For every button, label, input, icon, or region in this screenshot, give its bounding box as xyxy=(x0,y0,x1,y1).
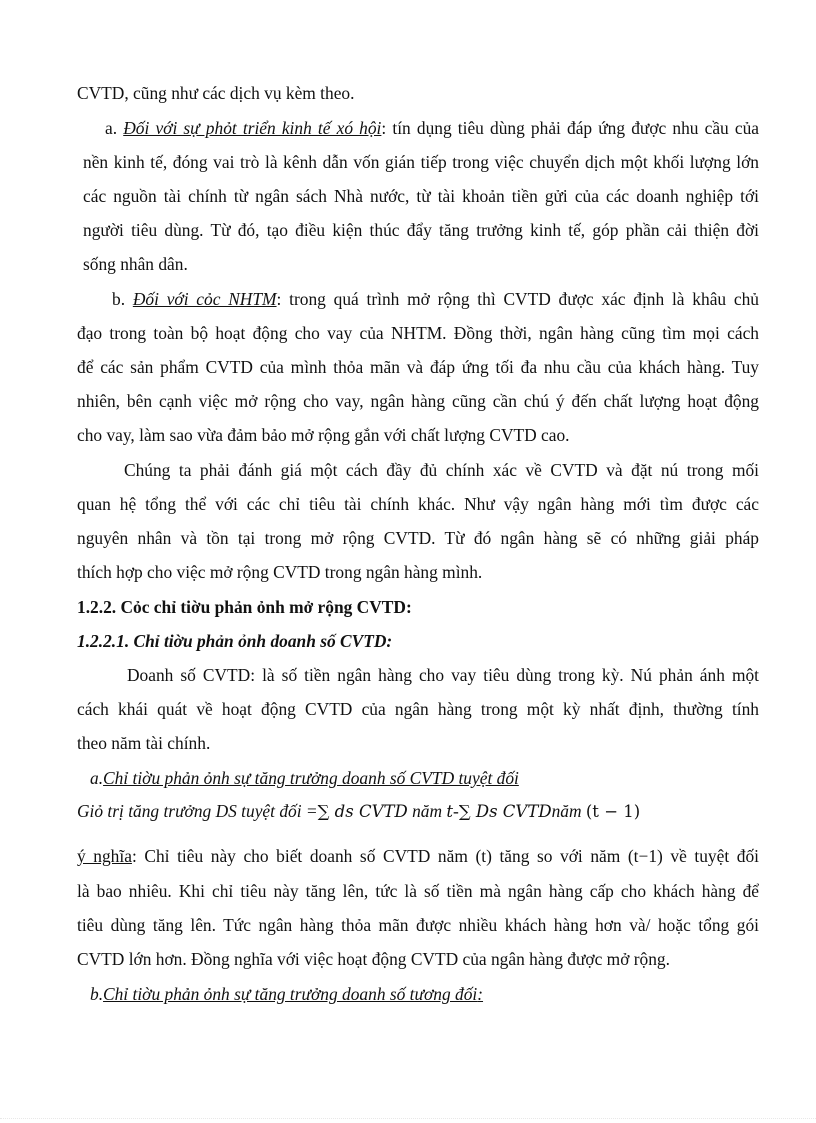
section-heading: 1.2.2. Cỏc chỉ tiờu phản ỏnh mở rộng CVTD: xyxy=(77,597,412,617)
paragraph-line: người tiêu dùng. Từ đó, tạo điều kiện thúc đẩy tăng trưởng kinh tế, góp phần cải thiện đời xyxy=(83,220,759,240)
paragraph-line: cho vay, làm sao vừa đảm bảo mở rộng gắn với chất lượng CVTD cao. xyxy=(77,425,570,445)
paragraph-text: Chỉ tiêu này cho biết doanh số CVTD năm (t) tăng so với năm (t−1) về tuyệt đối xyxy=(144,846,759,866)
paragraph-text: trong quá trình mở rộng thì CVTD được xác định là khâu chủ xyxy=(289,289,759,309)
paragraph-line: nền kinh tế, đóng vai trò là kênh dẫn vốn gián tiếp trong việc chuyển dịch một khối lượng lớn xyxy=(83,152,759,172)
formula-sum-1: ∑ ds CVTD xyxy=(317,802,408,821)
paragraph-line: cách khái quát về hoạt động CVTD của ngân hàng trong một kỳ nhất định, thường tính xyxy=(77,699,759,719)
paragraph-line: CVTD lớn hơn. Đồng nghĩa với việc hoạt động CVTD của ngân hàng được mở rộng. xyxy=(77,949,670,969)
paragraph-line: sống nhân dân. xyxy=(83,254,188,274)
paragraph-line: theo năm tài chính. xyxy=(77,733,211,753)
paragraph-line: CVTD, cũng như các dịch vụ kèm theo. xyxy=(77,83,355,103)
paragraph-line: đạo trong toàn bộ hoạt động cho vay của NHTM. Đồng thời, ngân hàng cũng tìm mọi cách xyxy=(77,323,759,343)
item-b-marker: b. xyxy=(112,289,133,309)
paragraph-line: nhiên, bên cạnh việc mở rộng cho vay, ngân hàng cũng cần chú ý đến chất lượng hoạt động xyxy=(77,391,759,411)
formula-sum-2: ∑ Ds CVTD xyxy=(458,802,552,821)
sub-heading-a: a.Chỉ tiờu phản ỏnh sự tăng trưởng doanh số CVTD tuyệt đối xyxy=(90,768,519,788)
page-bottom-rule xyxy=(0,1118,816,1119)
paragraph-line: các nguồn tài chính từ ngân sách Nhà nước, từ tài khoản tiền gửi của các doanh nghiệp tới xyxy=(83,186,759,206)
item-b-first-line: b. Đối với cỏc NHTM: trong quá trình mở rộng thì CVTD được xác định là khâu chủ xyxy=(112,289,759,309)
item-a-marker: a. xyxy=(105,118,124,138)
subsection-heading: 1.2.2.1. Chỉ tiờu phản ỏnh doanh số CVTD: xyxy=(77,631,393,651)
sub-heading-b-text: Chỉ tiờu phản ỏnh sự tăng trưởng doanh số tương đối xyxy=(103,984,478,1004)
item-b-title: Đối với cỏc NHTM xyxy=(132,289,277,309)
sub-heading-a-text: Chỉ tiờu phản ỏnh sự tăng trưởng doanh số CVTD tuyệt đối xyxy=(103,768,519,788)
meaning-label: ý nghĩa xyxy=(77,846,132,866)
paragraph-line: quan hệ tổng thể với các chỉ tiêu tài chính khác. Như vậy ngân hàng mới tìm được các xyxy=(77,494,759,514)
paragraph-line: nguyên nhân và tồn tại trong mở rộng CVTD. Từ đó ngân hàng sẽ có những giải pháp xyxy=(77,528,759,548)
meaning-line: ý nghĩa: Chỉ tiêu này cho biết doanh số CVTD năm (t) tăng so với năm (t−1) về tuyệt đối xyxy=(77,846,759,866)
item-a-first-line: a. Đối với sự phỏt triển kinh tế xó hội: tín dụng tiêu dùng phải đáp ứng được nhu cầu của xyxy=(105,118,760,138)
paragraph-line: thích hợp cho việc mở rộng CVTD trong ngân hàng mình. xyxy=(77,562,483,582)
paragraph-text: tín dụng tiêu dùng phải đáp ứng được nhu cầu của xyxy=(392,118,760,138)
paragraph-line: Doanh số CVTD: là số tiền ngân hàng cho vay tiêu dùng trong kỳ. Nú phản ánh một xyxy=(127,665,759,685)
sub-heading-b: b.Chỉ tiờu phản ỏnh sự tăng trưởng doanh số tương đối: xyxy=(90,984,484,1004)
formula-label: Giỏ trị tăng trưởng DS tuyệt đối = xyxy=(77,801,318,821)
item-a-title: Đối với sự phỏt triển kinh tế xó hội xyxy=(123,118,382,138)
paragraph-line: tiêu dùng tăng lên. Tức ngân hàng thỏa mãn được nhiều khách hàng hơn và/ hoặc tổng gói xyxy=(77,915,759,935)
paragraph-line: là bao nhiêu. Khi chỉ tiêu này tăng lên, tức là số tiền mà ngân hàng cấp cho khách hàng để xyxy=(77,881,759,901)
paragraph-line: Chúng ta phải đánh giá một cách đầy đủ chính xác về CVTD và đặt nú trong mối xyxy=(124,460,759,480)
paragraph-line: để các sản phẩm CVTD của mình thỏa mãn và đáp ứng tối đa nhu cầu của khách hàng. Tuy xyxy=(77,357,759,377)
formula: Giỏ trị tăng trưởng DS tuyệt đối =∑ ds CVTD năm t-∑ Ds CVTDnăm (t − 1) xyxy=(77,801,641,821)
